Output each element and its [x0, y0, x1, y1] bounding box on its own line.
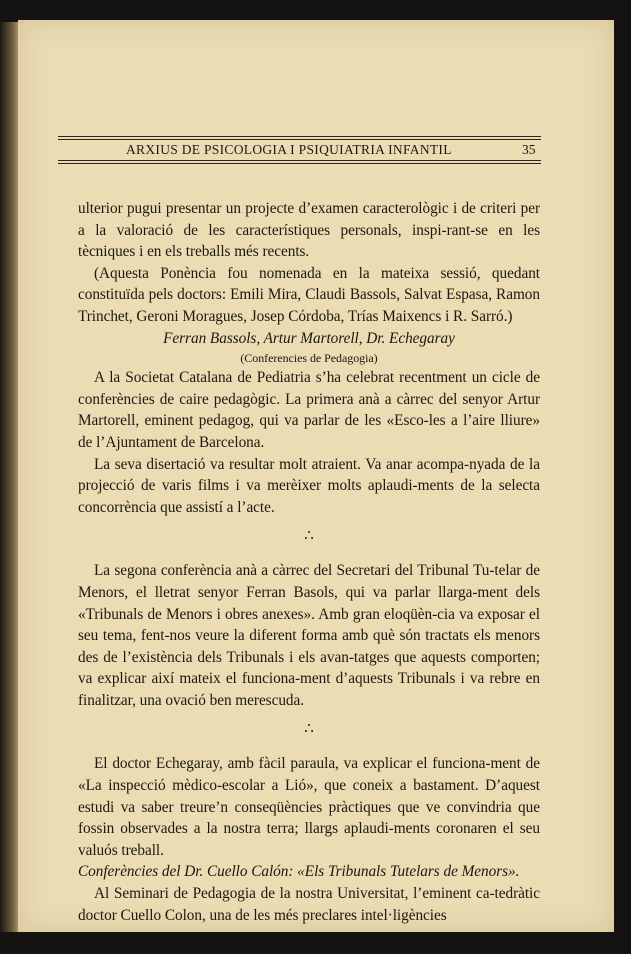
header-rule-bottom — [58, 160, 541, 161]
paragraph-dissertation: La seva disertació va resultar molt atraient. Va anar acompa-nyada de la projecció de varis films i va merèixer molts aplaudi-ments de la selecta concorrència que assistí a l’acte. — [78, 455, 540, 516]
paragraph-first-lecture: A la Societat Catalana de Pediatria s’ha celebrat recentment un cicle de conferències de caire pedagògic. La primera anà a càrrec del senyor Artur Martorell, eminent pedagog, qui va parlar de les «Esco-les a l’aire lliure» de l’Ajuntament de Barcelona. — [78, 369, 540, 451]
section-ornament: ∴ — [304, 528, 314, 545]
header-rule-top — [58, 136, 541, 137]
section-heading-cuello-calon: Conferències del Dr. Cuello Calón: «Els Tribunals Tutelars de Menors». — [78, 863, 520, 881]
paragraph-seminari: Al Seminari de Pedagogia de la nostra Universitat, l’eminent ca-tedràtic doctor Cuello Colon, una de les més preclares intel·ligències — [78, 885, 540, 924]
running-title: ARXIUS DE PSICOLOGIA I PSIQUIATRIA INFANTIL — [126, 142, 452, 157]
paragraph-continuation: ulterior pugui presentar un projecte d’examen caracterològic i de criteri per a la valoració de les característiques personals, inspi-rant-se en les tècniques i en els treballs més recents. — [78, 200, 540, 261]
article-body — [78, 198, 540, 926]
header-rule-bottom-thin — [58, 163, 541, 164]
header-rule-top-thin — [58, 139, 541, 140]
paragraph-ponencia: (Aquesta Ponència fou nomenada en la mateixa sessió, quedant constituïda pels doctors: Emili Mira, Claudi Bassols, Salvat Espasa, Ramon Trinchet, Geroni Moragues, Josep Córdoba, Trías Maixencs i R. Sarró.) — [78, 264, 540, 325]
byline-subtitle: (Conferencies de Pedagogia) — [240, 351, 378, 366]
paragraph-second-lecture: La segona conferència anà a càrrec del Secretari del Tribunal Tu-telar de Menors, el lletrat senyor Ferran Basols, qui va parlar llarga-ment dels «Tribunals de Menors i obres anexes». Amb gran eloqüèn-cia va exposar el seu tema, fent-nos veure la diferent forma amb què són tractats els menors des de l’existència dels Tribunals i els avan-tatges que aquests comporten; va explicar així mateix el funciona-ment d’aquests Tribunals i va rebre en finalitzar, una ovació ben merescuda. — [78, 562, 540, 709]
paragraph-echegaray: El doctor Echegaray, amb fàcil paraula, va explicar el funciona-ment de «La inspecció mèdico-escolar a Lió», que coneix a bastament. D’aquest estudi va saber treure’n conseqüències pràctiques que ve convindria que fossin observades a la nostra terra; llargs aplaudi-ments coronaren el seu valuós treball. — [78, 755, 540, 859]
page-number: 35 — [522, 142, 536, 157]
byline-authors: Ferran Bassols, Artur Martorell, Dr. Echegaray — [163, 329, 455, 347]
section-ornament-2: ∴ — [304, 721, 314, 738]
